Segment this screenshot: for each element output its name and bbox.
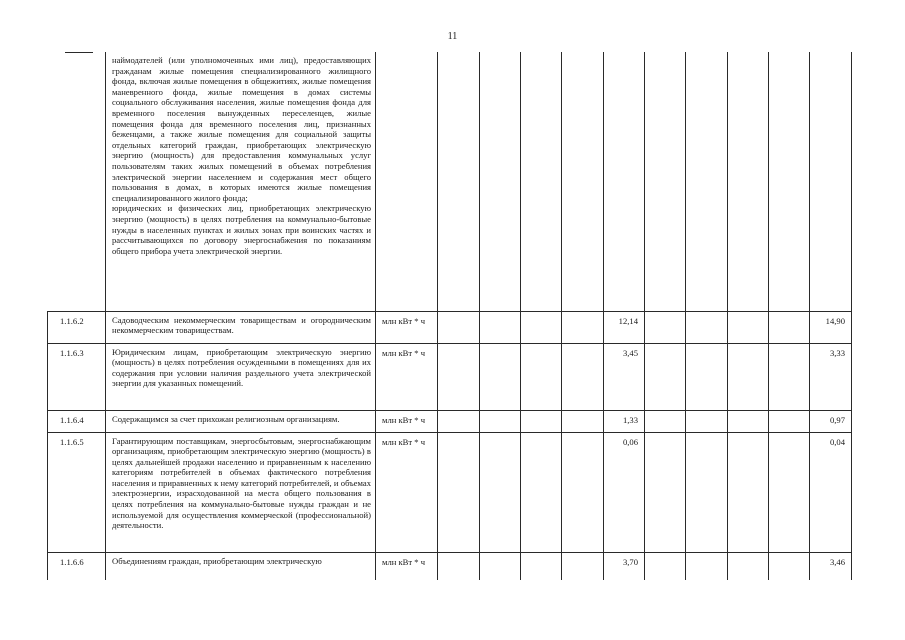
empty-cell	[686, 552, 728, 580]
value-cell	[810, 52, 852, 311]
description-cell	[106, 552, 376, 580]
empty-cell	[521, 552, 562, 580]
row-code-cell: 1.1.6.6	[48, 552, 106, 580]
empty-cell	[480, 52, 521, 311]
table-row	[48, 343, 852, 410]
row-code-cell: 1.1.6.2	[48, 311, 106, 343]
description-text: Гарантирующим поставщикам, энергосбытовым, энергоснабжающим организациям, приобретающим электрическую энергию (мощность) в целях дальнейшей продажи населению и приравненным к населению категориям потребителей в объемах фактического потребления населения и приравненных к нему категорий потребителей, и объемах электроэнергии, израсходованной на места общего пользования в целях потребления на коммунально-бытовые нужды граждан и не используемой для осуществления коммерческой (профессиональной) деятельности.	[112, 435, 371, 531]
empty-cell	[438, 552, 480, 580]
empty-cell	[728, 311, 769, 343]
empty-cell	[438, 343, 480, 410]
empty-cell	[521, 52, 562, 311]
empty-cell	[645, 410, 686, 432]
value-cell: 14,90	[810, 311, 852, 343]
empty-cell	[562, 552, 604, 580]
table-row	[48, 432, 852, 552]
empty-cell	[769, 432, 810, 552]
empty-cell	[438, 410, 480, 432]
empty-cell	[521, 343, 562, 410]
empty-cell	[769, 311, 810, 343]
unit-cell	[376, 52, 438, 311]
row-code-cell: 1.1.6.4	[48, 410, 106, 432]
empty-cell	[686, 343, 728, 410]
empty-cell	[686, 410, 728, 432]
value-cell: 12,14	[604, 311, 645, 343]
empty-cell	[769, 343, 810, 410]
value-cell: 0,06	[604, 432, 645, 552]
empty-cell	[438, 52, 480, 311]
description-cell	[106, 410, 376, 432]
value-cell: 1,33	[604, 410, 645, 432]
row-code-cell: 1.1.6.5	[48, 432, 106, 552]
row-code-cell	[48, 52, 106, 311]
table-row	[48, 410, 852, 432]
value-cell: 0,04	[810, 432, 852, 552]
table-row	[48, 52, 852, 311]
description-cell	[106, 432, 376, 552]
tariff-balance-table	[47, 52, 852, 580]
empty-cell	[769, 552, 810, 580]
empty-cell	[438, 311, 480, 343]
empty-cell	[480, 311, 521, 343]
description-cell	[106, 311, 376, 343]
description-text: наймодателей (или уполномоченных ими лиц), предоставляющих гражданам жилые помещения специализированного жилищного фонда, включая жилые помещения в общежитиях, жилые помещения маневренного фонда, жилые помещения в домах системы социального обслуживания населения, жилые помещения фонда для временного поселения вынужденных переселенцев, жилые помещения фонда для временного поселения лиц, признанных беженцами, а также жилые помещения для социальной защиты отдельных категорий граждан, приобретающих электрическую энергию (мощность) для предоставления коммунальных услуг пользователям таких жилых помещений в объемах потребления электрической энергии населением и содержания мест общего пользования в домах, в которых имеются жилые помещения специализированного жилого фонда;	[112, 55, 371, 203]
value-cell: 0,97	[810, 410, 852, 432]
description-text: Юридическим лицам, приобретающим электрическую энергию (мощность) в целях потребления осужденными в помещениях для их содержания при условии наличия раздельного учета электрической энергии для указанных помещений.	[112, 346, 371, 389]
empty-cell	[645, 343, 686, 410]
unit-cell: млн кВт * ч	[376, 311, 438, 343]
empty-cell	[480, 410, 521, 432]
table-row	[48, 552, 852, 580]
value-cell: 3,46	[810, 552, 852, 580]
empty-cell	[645, 52, 686, 311]
empty-cell	[686, 432, 728, 552]
empty-cell	[728, 343, 769, 410]
empty-cell	[562, 410, 604, 432]
value-cell	[604, 52, 645, 311]
value-cell: 3,45	[604, 343, 645, 410]
empty-cell	[562, 432, 604, 552]
empty-cell	[728, 52, 769, 311]
value-cell: 3,70	[604, 552, 645, 580]
description-text: Садоводческим некоммерческим товариществам и огородническим некоммерческим товариществам.	[112, 314, 371, 336]
empty-cell	[645, 552, 686, 580]
empty-cell	[562, 52, 604, 311]
description-text: Объединениям граждан, приобретающим электрическую	[112, 555, 322, 566]
unit-cell: млн кВт * ч	[376, 552, 438, 580]
empty-cell	[562, 343, 604, 410]
unit-cell: млн кВт * ч	[376, 343, 438, 410]
empty-cell	[645, 311, 686, 343]
table-row	[48, 311, 852, 343]
empty-cell	[686, 311, 728, 343]
unit-cell: млн кВт * ч	[376, 432, 438, 552]
description-text: Содержащимся за счет прихожан религиозным организациям.	[112, 413, 340, 424]
empty-cell	[769, 52, 810, 311]
row-code-cell: 1.1.6.3	[48, 343, 106, 410]
empty-cell	[728, 410, 769, 432]
empty-cell	[728, 432, 769, 552]
description-text: юридических и физических лиц, приобретающих электрическую энергию (мощность) в целях потребления на коммунально-бытовые нужды в населенных пунктах и жилых зонах при воинских частях и рассчитывающихся по договору энергоснабжения по показаниям общего прибора учета электрической энергии.	[112, 203, 371, 256]
value-cell: 3,33	[810, 343, 852, 410]
empty-cell	[480, 432, 521, 552]
empty-cell	[521, 432, 562, 552]
empty-cell	[480, 343, 521, 410]
empty-cell	[521, 410, 562, 432]
row-separator-mark	[65, 52, 93, 53]
empty-cell	[769, 410, 810, 432]
empty-cell	[645, 432, 686, 552]
description-cell	[106, 52, 376, 311]
description-cell	[106, 343, 376, 410]
page-number: 11	[447, 31, 458, 42]
empty-cell	[562, 311, 604, 343]
empty-cell	[480, 552, 521, 580]
empty-cell	[438, 432, 480, 552]
empty-cell	[686, 52, 728, 311]
unit-cell: млн кВт * ч	[376, 410, 438, 432]
empty-cell	[521, 311, 562, 343]
empty-cell	[728, 552, 769, 580]
